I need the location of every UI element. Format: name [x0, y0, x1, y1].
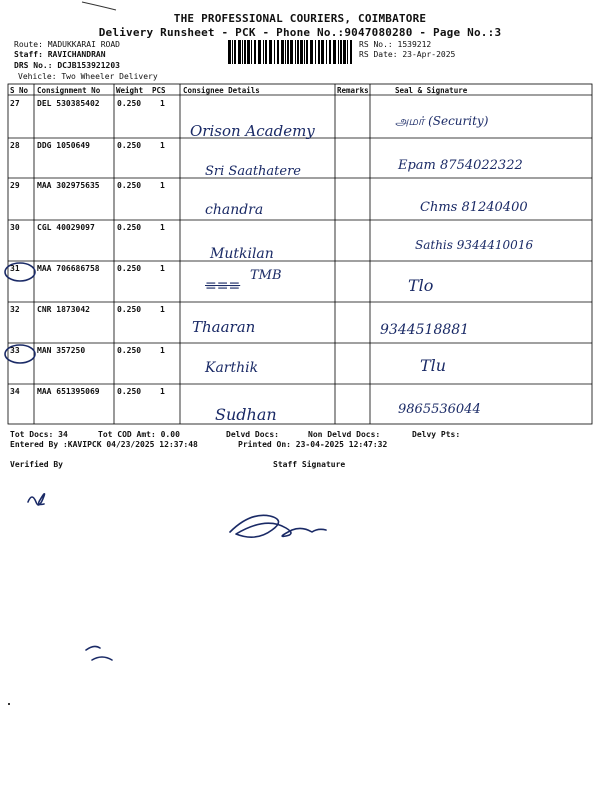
row-signature-handwritten: Tlu: [420, 356, 447, 375]
row-sno: 34: [10, 387, 20, 396]
col-weight: Weight: [116, 86, 144, 95]
row-pcs: 1: [160, 141, 165, 150]
signature-marks: [0, 480, 600, 720]
delvy-pts: Delvy Pts:: [412, 430, 461, 439]
tot-cod: Tot COD Amt: 0.00: [98, 430, 180, 439]
row-consignee-handwritten: chandra: [205, 202, 264, 218]
row-weight: 0.250: [117, 141, 142, 150]
row-consignee-handwritten: Orison Academy: [190, 122, 315, 140]
row-consignee-handwritten: Karthik: [205, 360, 259, 376]
row-signature-handwritten: 9865536044: [398, 402, 481, 417]
row-weight: 0.250: [117, 223, 142, 232]
row-pcs: 1: [160, 387, 165, 396]
verified-initials: [28, 494, 45, 505]
verified-by-label: Verified By: [10, 460, 63, 469]
row-consignment: DEL 530385402: [37, 99, 100, 108]
rs-no-label: RS No.: 1539212: [359, 40, 432, 49]
row-signature-handwritten: Tlo: [408, 276, 434, 295]
stray-dot: [8, 703, 10, 705]
row-pcs: 1: [160, 346, 165, 355]
company-title: THE PROFESSIONAL COURIERS, COIMBATORE: [173, 12, 427, 25]
col-consignee: Consignee Details: [183, 86, 260, 95]
col-sno: S No: [10, 86, 29, 95]
row-weight: 0.250: [117, 387, 142, 396]
row-sno: 32: [10, 305, 20, 314]
row-consignee-handwritten: Thaaran: [192, 318, 256, 336]
row-signature-handwritten: Epam 8754022322: [398, 158, 523, 173]
row-pcs: 1: [160, 223, 165, 232]
row-consignment: DDG 1050649: [37, 141, 90, 150]
struck-out-scribble: ≡≡≡: [205, 278, 241, 294]
col-pcs: PCS: [152, 86, 166, 95]
row-signature-handwritten: Sathis 9344410016: [415, 238, 534, 252]
entered-by: Entered By :KAVIPCK 04/23/2025 12:37:48: [10, 440, 198, 449]
row-consignment: CNR 1873042: [37, 305, 90, 314]
drs-label: DRS No.: DCJB153921203: [14, 61, 120, 70]
row-consignee-handwritten: Sudhan: [215, 405, 277, 424]
vehicle-label: Vehicle: Two Wheeler Delivery: [18, 72, 158, 81]
runsheet-subtitle: Delivery Runsheet - PCK - Phone No.:9047080280 - Page No.:3: [98, 26, 502, 39]
col-remarks: Remarks: [337, 86, 369, 95]
row-consignee-handwritten: Mutkilan: [210, 246, 274, 262]
row-sno: 30: [10, 223, 20, 232]
row-weight: 0.250: [117, 305, 142, 314]
staff-label: Staff: RAVICHANDRAN: [14, 50, 106, 59]
row-weight: 0.250: [117, 99, 142, 108]
row-consignment: CGL 40029097: [37, 223, 95, 232]
row-consignment: MAA 706686758: [37, 264, 100, 273]
stray-scribble: [86, 646, 112, 660]
row-consignment: MAN 357250: [37, 346, 86, 355]
row-sno: 33: [10, 346, 20, 355]
row-sno: 28: [10, 141, 20, 150]
row-consignee-handwritten: Sri Saathatere: [205, 164, 301, 179]
delvd-docs: Delvd Docs:: [226, 430, 279, 439]
printed-on: Printed On: 23-04-2025 12:47:32: [238, 440, 388, 449]
staff-signature-label: Staff Signature: [273, 460, 346, 469]
route-label: Route: MADUKKARAI ROAD: [14, 40, 120, 49]
row-signature-handwritten: அமர் (Security): [395, 114, 489, 128]
row-weight: 0.250: [117, 346, 142, 355]
row-pcs: 1: [160, 264, 165, 273]
non-delvd-docs: Non Delvd Docs:: [308, 430, 381, 439]
row-sno: 27: [10, 99, 20, 108]
tot-docs: Tot Docs: 34: [10, 430, 68, 439]
row-consignment: MAA 651395069: [37, 387, 100, 396]
col-signature: Seal & Signature: [395, 86, 468, 95]
staff-signature-scribble: [230, 515, 326, 537]
row-signature-handwritten: Chms 81240400: [420, 200, 528, 215]
row-pcs: 1: [160, 99, 165, 108]
row-pcs: 1: [160, 305, 165, 314]
row-sno: 29: [10, 181, 20, 190]
row-consignment: MAA 302975635: [37, 181, 100, 190]
row-weight: 0.250: [117, 181, 142, 190]
row-sno: 31: [10, 264, 20, 273]
row-weight: 0.250: [117, 264, 142, 273]
row-consignee-handwritten: TMB: [250, 268, 282, 283]
col-consignment: Consignment No: [37, 86, 101, 95]
row-signature-handwritten: 9344518881: [380, 322, 470, 338]
row-pcs: 1: [160, 181, 165, 190]
rs-date-label: RS Date: 23-Apr-2025: [359, 50, 456, 59]
